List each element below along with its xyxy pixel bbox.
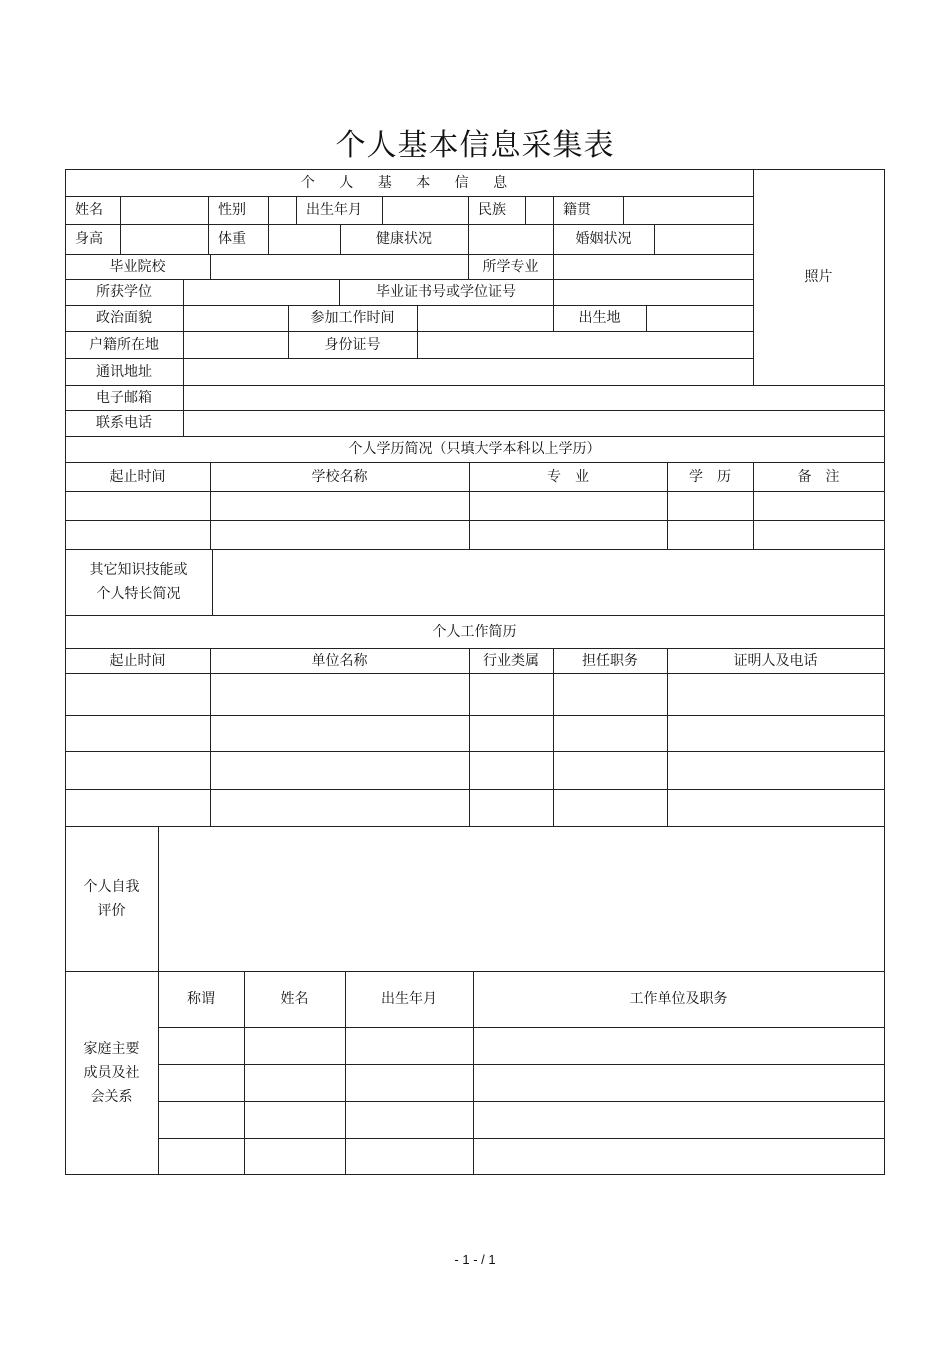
family-cell[interactable] bbox=[244, 1101, 345, 1138]
family-cell[interactable] bbox=[158, 1027, 244, 1064]
label-phone: 联系电话 bbox=[96, 415, 152, 431]
label-marital: 婚姻状况 bbox=[575, 231, 632, 247]
hukou-field[interactable] bbox=[183, 331, 288, 358]
work-cell[interactable] bbox=[65, 751, 210, 789]
family-header: 出生年月 bbox=[381, 991, 437, 1007]
education-header: 学 历 bbox=[689, 468, 731, 485]
education-cell[interactable] bbox=[667, 491, 753, 520]
family-cell[interactable] bbox=[473, 1027, 884, 1064]
label-work-start: 参加工作时间 bbox=[310, 310, 395, 326]
phone-field[interactable] bbox=[183, 410, 884, 436]
family-cell[interactable] bbox=[244, 1138, 345, 1174]
education-cell[interactable] bbox=[667, 520, 753, 549]
education-cell[interactable] bbox=[469, 520, 667, 549]
section-basic-info: 个 人 基 本 信 息 bbox=[300, 174, 518, 191]
education-cell[interactable] bbox=[65, 520, 210, 549]
education-cell[interactable] bbox=[65, 491, 210, 520]
family-cell[interactable] bbox=[244, 1064, 345, 1101]
family-cell[interactable] bbox=[473, 1064, 884, 1101]
label-birthplace: 出生地 bbox=[578, 310, 621, 326]
label-ethnicity: 民族 bbox=[478, 202, 506, 218]
label-address: 通讯地址 bbox=[96, 363, 152, 380]
family-cell[interactable] bbox=[158, 1101, 244, 1138]
family-cell[interactable] bbox=[158, 1138, 244, 1174]
work-header: 证明人及电话 bbox=[733, 652, 818, 669]
ethnicity-field[interactable] bbox=[525, 196, 553, 224]
marital-field[interactable] bbox=[654, 224, 753, 254]
family-cell[interactable] bbox=[345, 1138, 473, 1174]
work-cell[interactable] bbox=[667, 673, 884, 715]
work-cell[interactable] bbox=[210, 715, 469, 751]
birthplace-field[interactable] bbox=[646, 305, 753, 331]
work-start-field[interactable] bbox=[417, 305, 553, 331]
education-header: 专 业 bbox=[547, 468, 589, 485]
family-header: 工作单位及职务 bbox=[629, 991, 728, 1007]
education-cell[interactable] bbox=[210, 520, 469, 549]
health-field[interactable] bbox=[468, 224, 553, 254]
education-cell[interactable] bbox=[753, 491, 884, 520]
education-header: 学校名称 bbox=[311, 468, 368, 485]
label-gender: 性别 bbox=[218, 202, 246, 218]
work-cell[interactable] bbox=[65, 789, 210, 826]
work-cell[interactable] bbox=[667, 789, 884, 826]
name-field[interactable] bbox=[120, 196, 208, 224]
gender-field[interactable] bbox=[268, 196, 296, 224]
work-cell[interactable] bbox=[553, 789, 667, 826]
education-header: 备 注 bbox=[797, 468, 840, 485]
label-self-eval: 个人自我 评价 bbox=[83, 878, 140, 919]
family-cell[interactable] bbox=[473, 1138, 884, 1174]
page-number: - 1 - / 1 bbox=[454, 1252, 496, 1267]
degree-field[interactable] bbox=[183, 279, 339, 305]
family-header: 称谓 bbox=[187, 991, 215, 1007]
work-cell[interactable] bbox=[65, 715, 210, 751]
work-header: 担任职务 bbox=[582, 652, 638, 669]
label-height: 身高 bbox=[75, 231, 103, 247]
page-title: 个人基本信息采集表 bbox=[335, 128, 615, 163]
grid-line bbox=[884, 169, 885, 1175]
cert-no-field[interactable] bbox=[553, 279, 753, 305]
email-field[interactable] bbox=[183, 385, 884, 410]
major-field[interactable] bbox=[553, 254, 753, 279]
id-no-field[interactable] bbox=[417, 331, 753, 358]
work-header: 起止时间 bbox=[109, 652, 166, 669]
work-cell[interactable] bbox=[210, 673, 469, 715]
label-skills: 其它知识技能或 个人特长简况 bbox=[89, 562, 188, 602]
work-cell[interactable] bbox=[469, 715, 553, 751]
work-cell[interactable] bbox=[469, 673, 553, 715]
family-cell[interactable] bbox=[345, 1101, 473, 1138]
work-cell[interactable] bbox=[667, 751, 884, 789]
work-header: 单位名称 bbox=[311, 652, 368, 669]
work-cell[interactable] bbox=[667, 715, 884, 751]
work-cell[interactable] bbox=[210, 751, 469, 789]
work-cell[interactable] bbox=[65, 673, 210, 715]
label-health: 健康状况 bbox=[376, 231, 432, 247]
political-field[interactable] bbox=[183, 305, 288, 331]
label-id-no: 身份证号 bbox=[324, 336, 381, 353]
photo-label: 照片 bbox=[804, 269, 833, 285]
label-family: 家庭主要 成员及社 会关系 bbox=[83, 1040, 140, 1105]
section-education: 个人学历简况（只填大学本科以上学历） bbox=[348, 441, 601, 457]
height-field[interactable] bbox=[120, 224, 208, 254]
work-cell[interactable] bbox=[553, 751, 667, 789]
label-political: 政治面貌 bbox=[96, 310, 152, 326]
label-cert-no: 毕业证书号或学位证号 bbox=[376, 284, 516, 300]
label-major: 所学专业 bbox=[482, 258, 539, 275]
work-cell[interactable] bbox=[210, 789, 469, 826]
section-work: 个人工作简历 bbox=[432, 623, 517, 640]
work-cell[interactable] bbox=[469, 751, 553, 789]
education-cell[interactable] bbox=[469, 491, 667, 520]
label-birth: 出生年月 bbox=[306, 202, 362, 218]
label-name: 姓名 bbox=[75, 202, 103, 218]
work-cell[interactable] bbox=[553, 673, 667, 715]
education-header: 起止时间 bbox=[109, 468, 166, 485]
school-field[interactable] bbox=[210, 254, 468, 279]
grid-line bbox=[65, 1174, 885, 1175]
family-cell[interactable] bbox=[345, 1064, 473, 1101]
work-header: 行业类属 bbox=[483, 652, 539, 669]
self-eval-field[interactable] bbox=[158, 826, 884, 971]
education-cell[interactable] bbox=[210, 491, 469, 520]
family-cell[interactable] bbox=[473, 1101, 884, 1138]
family-header: 姓名 bbox=[280, 991, 309, 1007]
family-cell[interactable] bbox=[345, 1027, 473, 1064]
label-weight: 体重 bbox=[218, 231, 246, 247]
work-cell[interactable] bbox=[553, 715, 667, 751]
native-place-field[interactable] bbox=[623, 196, 753, 224]
label-hukou: 户籍所在地 bbox=[89, 336, 159, 353]
family-cell[interactable] bbox=[158, 1064, 244, 1101]
work-cell[interactable] bbox=[469, 789, 553, 826]
birth-field[interactable] bbox=[382, 196, 468, 224]
label-native-place: 籍贯 bbox=[563, 202, 591, 218]
weight-field[interactable] bbox=[268, 224, 340, 254]
skills-field[interactable] bbox=[212, 549, 884, 615]
label-degree: 所获学位 bbox=[96, 284, 152, 300]
education-cell[interactable] bbox=[753, 520, 884, 549]
address-field[interactable] bbox=[183, 358, 753, 385]
label-email: 电子邮箱 bbox=[96, 389, 152, 406]
label-school: 毕业院校 bbox=[109, 258, 166, 275]
family-cell[interactable] bbox=[244, 1027, 345, 1064]
